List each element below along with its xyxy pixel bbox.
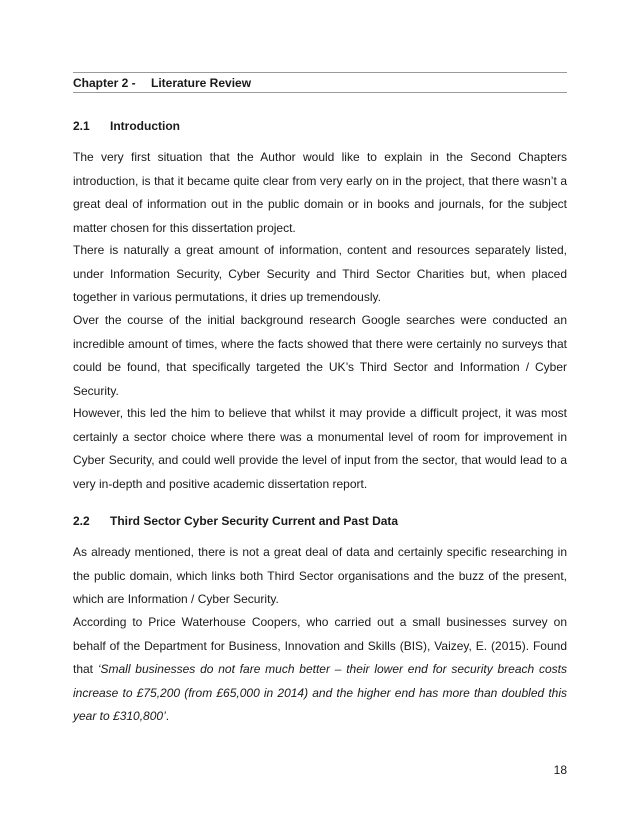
section-title: Third Sector Cyber Security Current and Past Data	[110, 514, 399, 528]
chapter-title: Literature Review	[151, 76, 252, 90]
section-number: 2.2	[73, 514, 90, 528]
paragraph: There is naturally a great amount of information, content and resources separately listed, under Information Security, Cyber Security and Third Sector Charities but, when placed together in various permutations, it dries up tremendously.	[73, 243, 567, 304]
page-number: 18	[553, 763, 567, 777]
chapter-header	[73, 72, 567, 93]
section-heading-2-1	[73, 119, 180, 133]
chapter-number: Chapter 2 -	[73, 76, 136, 90]
quote-lead: According to Price Waterhouse Coopers, who carried out a small businesses survey on behalf of the Department for Business, Innovation and Skills (BIS), Vaizey, E. (2015). Found that	[73, 615, 567, 676]
section-title: Introduction	[110, 119, 180, 133]
quote-tail: .	[165, 709, 170, 723]
paragraph: As already mentioned, there is not a great deal of data and certainly specific researching in the public domain, which links both Third Sector organisations and the buzz of the present, which are Information / Cyber Security.	[73, 545, 567, 606]
paragraph: However, this led the him to believe that whilst it may provide a difficult project, it was most certainly a sector choice where there was a monumental level of room for improvement in Cyber Security, and could well provide the level of input from the sector, that would lead to a very in-depth and positive academic dissertation report.	[73, 406, 567, 491]
quote-text: ‘Small businesses do not fare much better – their lower end for security breach costs increase to £75,200 (from £65,000 in 2014) and the higher end has more than doubled this year to £310,800’	[73, 662, 567, 723]
document-page	[73, 0, 567, 826]
paragraph-with-quote	[73, 611, 567, 729]
paragraph: Over the course of the initial background research Google searches were conducted an incredible amount of times, where the facts showed that there were certainly no surveys that could be found, that specifically targeted the UK’s Third Sector and Information / Cyber Security.	[73, 313, 567, 398]
section-number: 2.1	[73, 119, 90, 133]
section-heading-2-2	[73, 514, 398, 528]
paragraph: The very first situation that the Author would like to explain in the Second Chapters introduction, is that it became quite clear from very early on in the project, that there wasn’t a great deal of information out in the public domain or in books and journals, for the subject matter chosen for this dissertation project.	[73, 150, 567, 235]
